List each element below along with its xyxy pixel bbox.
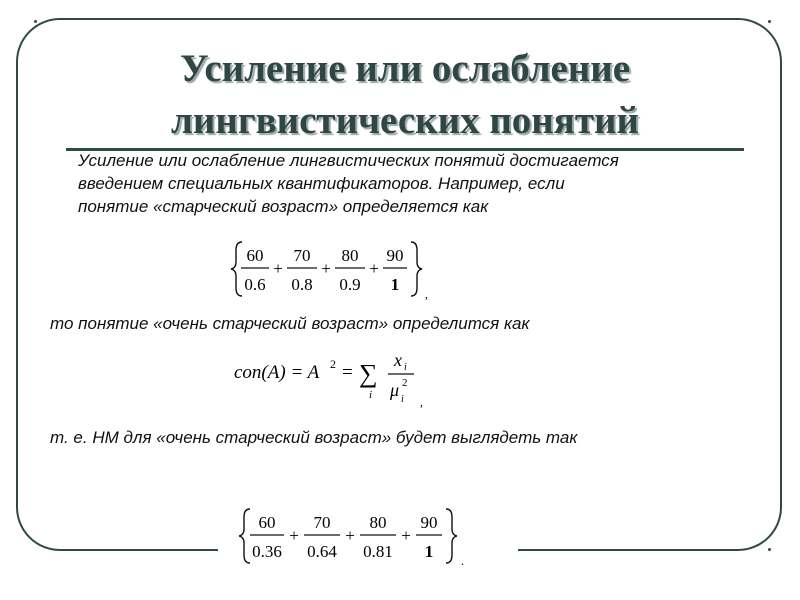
trailing-comma: , [420,395,423,409]
denominator: 1 [390,275,400,294]
fraction-numerator: x [394,350,402,370]
paragraph-line-3: понятие «старческий возраст» определяется как [78,197,489,216]
numerator: 90 [420,513,438,532]
equals-sign: = [342,362,353,383]
trailing-dot: . [461,554,464,568]
numerator-subscript: i [404,362,407,373]
numerator: 60 [246,246,264,265]
numerator: 70 [313,513,331,532]
paragraph-line-2: введением специальных квантификаторов. Например, если [78,174,565,193]
corner-dot [768,20,771,23]
plus-sign: + [321,259,331,278]
denominator: 0.9 [339,275,361,294]
paragraph-line-1: Усиление или ослабление лингвистических понятий достигается [78,151,619,170]
formula-very-old-age [236,505,476,571]
numerator: 80 [369,513,387,532]
plus-sign: + [345,526,355,545]
denominator-superscript: 2 [402,377,408,389]
corner-dot [768,548,771,551]
plus-sign: + [273,259,283,278]
denominator: 1 [424,542,434,561]
slide-title-line-1: Усиление или ослабление [179,47,631,90]
denominator: 0.6 [244,275,266,294]
numerator: 90 [386,246,404,265]
left-brace [231,242,242,296]
formula-lhs: con(A) = A [234,362,320,383]
trailing-comma: , [425,287,428,301]
denominator: 0.81 [363,542,393,561]
then-line: то понятие «очень старческий возраст» определится как [50,314,530,333]
numerator: 80 [341,246,359,265]
fraction-denominator: μ [390,380,400,400]
left-brace [239,509,250,563]
slide-title-line-2: лингвистических понятий [171,99,639,142]
formula-old-age [228,238,438,304]
denominator: 0.36 [252,542,282,561]
ie-line: т. е. НМ для «очень старческий возраст» будет выглядеть так [50,428,578,447]
formula-concentration [232,346,437,412]
right-brace [411,242,422,296]
plus-sign: + [289,526,299,545]
numerator: 70 [293,246,311,265]
power-exponent: 2 [330,357,336,371]
corner-dot [34,20,37,23]
denominator-subscript: i [401,394,404,405]
plus-sign: + [369,259,379,278]
plus-sign: + [401,526,411,545]
sum-index: i [369,389,373,401]
right-brace [446,509,457,563]
denominator: 0.64 [307,542,337,561]
sum-symbol: ∑ [359,359,378,388]
numerator: 60 [258,513,276,532]
denominator: 0.8 [291,275,313,294]
